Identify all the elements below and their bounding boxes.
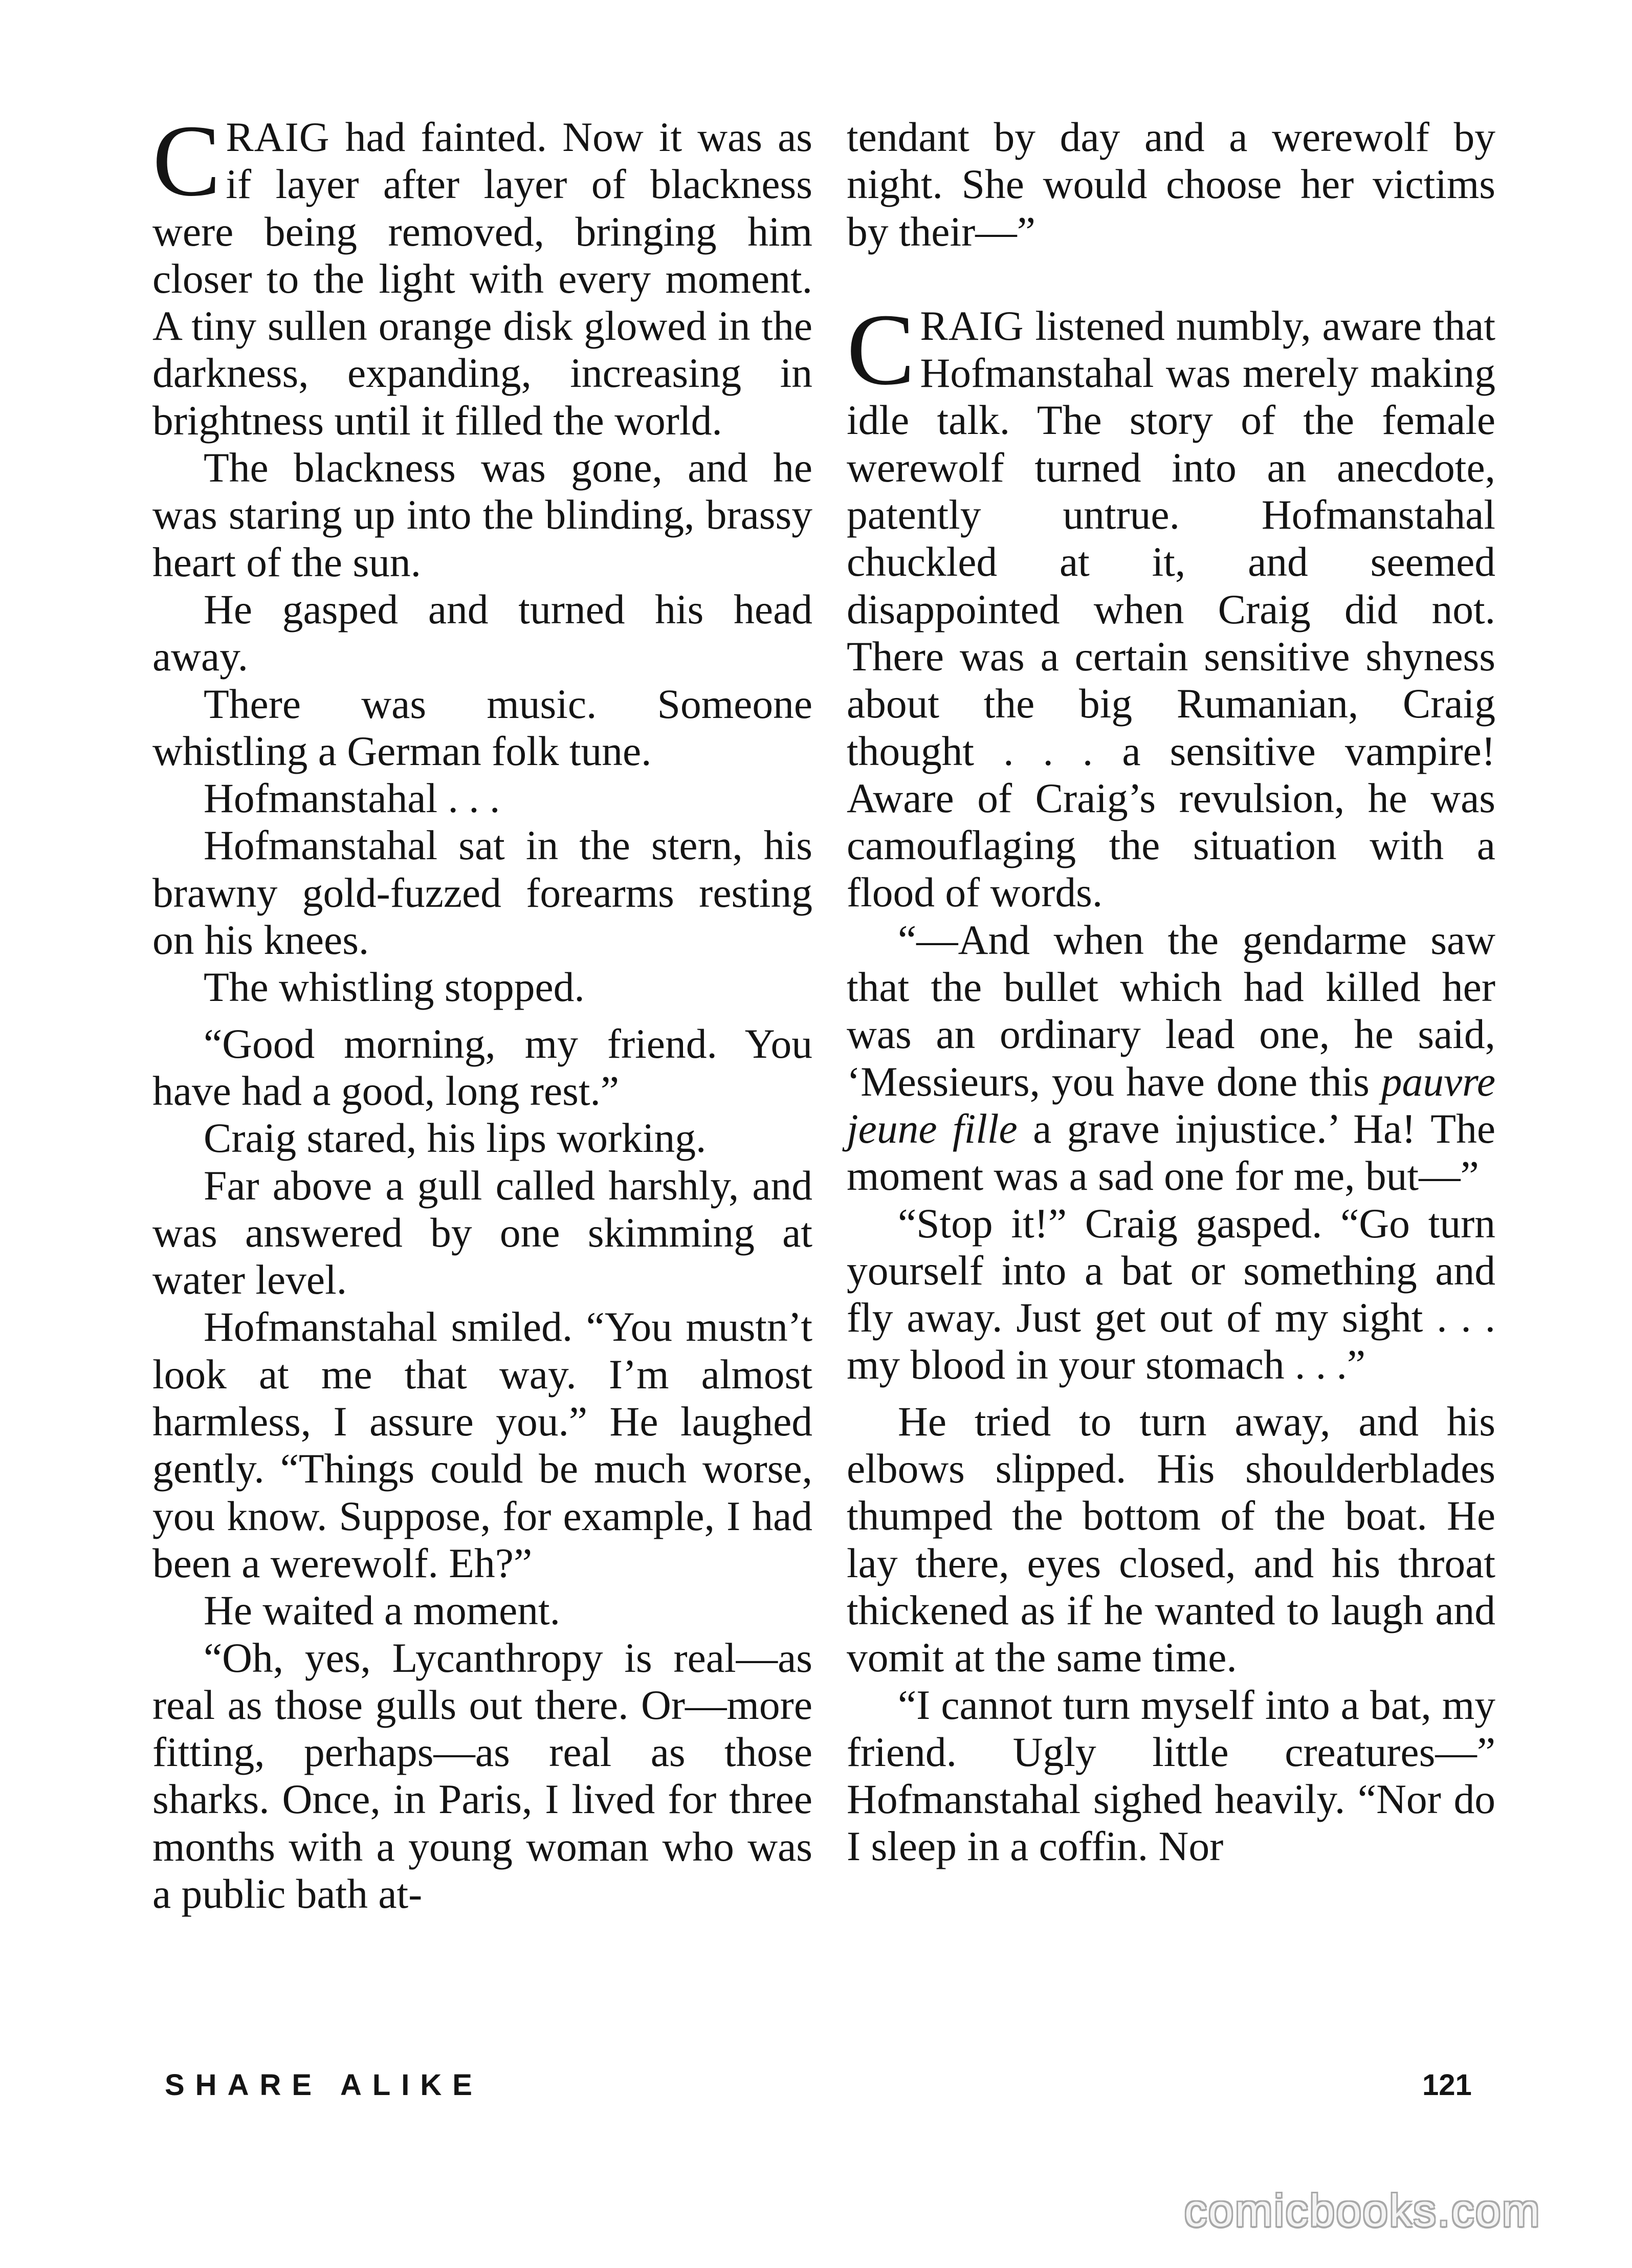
paragraph-11: Hofmanstahal smiled. “You mustn’t look at me that way. I’m almost harmless, I assure you.” He laughed gently. “Things could be much worse, you know. Suppose, for example, I had been a werewolf. Eh?” [152,1303,812,1586]
paragraph-2 [847,293,1495,917]
paragraph-2: The blackness was gone, and he was staring up into the blinding, brassy heart of the sun. [152,444,812,585]
paragraph-text: listened numbly, aware that Hofmanstahal was merely making idle talk. The story of the female werewolf turned into an anecdote, patently untrue. Hofmanstahal chuckled at it, and seemed disappointed when Craig did not. There was a certain sensitive shyness about the big Rumanian, Craig thought . . . a sensitive vampire! Aware of Craig’s revulsion, he was camouflaging the situation with a flood of words. [847,302,1495,916]
paragraph-1 [152,104,812,444]
paragraph-9: Craig stared, his lips working. [204,1115,707,1162]
right-column [847,114,1495,1870]
paragraph-5: Hofmanstahal . . . [204,775,500,822]
paragraph-4: There was music. Someone whistling a German folk tune. [152,680,812,774]
running-footer: SHARE ALIKE [165,2068,483,2102]
paragraph-6: “I cannot turn myself into a bat, my friend. Ugly little creatures—” Hofmanstahal sighed heavily. “Nor do I sleep in a coffin. Nor [847,1681,1495,1870]
paragraph-1: tendant by day and a werewolf by night. She would choose her victims by their—” [847,114,1495,255]
drop-cap: C [152,104,221,217]
paragraph-3 [847,917,1495,1200]
paragraph-4: “Stop it!” Craig gasped. “Go turn yourself into a bat or something and fly away. Just get out of my sight . . . my blood in your stomach . . .” [847,1200,1495,1388]
italic-phrase: pauvre jeune fille [847,1058,1495,1152]
paragraph-6: Hofmanstahal sat in the stern, his brawny gold-fuzzed forearms resting on his knees. [152,822,812,964]
paragraph-text: a grave injustice.’ Ha! The moment was a sad one for me, but—” [847,1105,1495,1200]
left-column [152,104,812,1917]
paragraph-text: “—And when the gendarme saw that the bullet which had killed her was an ordinary lead one, he said, ‘Messieurs, you have done this [847,916,1495,1105]
paragraph-3: He gasped and turned his head away. [152,585,812,680]
paragraph-8: “Good morning, my friend. You have had a good, long rest.” [152,1020,812,1114]
drop-cap: C [847,293,915,406]
lead-in: RAIG [226,114,330,160]
paragraph-text: had fainted. Now it was as if layer after layer of blackness were being removed, bringing him closer to the light with every moment. A tiny sullen orange disk glowed in the darkness, expanding, increasing in brightness until it filled the world. [152,114,812,444]
paragraph-12: He waited a moment. [204,1587,561,1634]
page-number: 121 [1422,2068,1472,2102]
paragraph-5: He tried to turn away, and his elbows slipped. His shoulderblades thumped the bottom of the boat. He lay there, eyes closed, and his throat thickened as if he wanted to laugh and vomit at the same time. [847,1398,1495,1681]
paragraph-13: “Oh, yes, Lycanthropy is real—as real as those gulls out there. Or—more fitting, perhaps—as real as those sharks. Once, in Paris, I lived for three months with a young woman who was a public bath at- [152,1634,812,1917]
watermark: comicbooks.com [1184,2185,1541,2236]
paragraph-7: The whistling stopped. [204,964,585,1011]
lead-in: RAIG [920,302,1024,349]
paragraph-10: Far above a gull called harshly, and was answered by one skimming at water level. [152,1162,812,1303]
